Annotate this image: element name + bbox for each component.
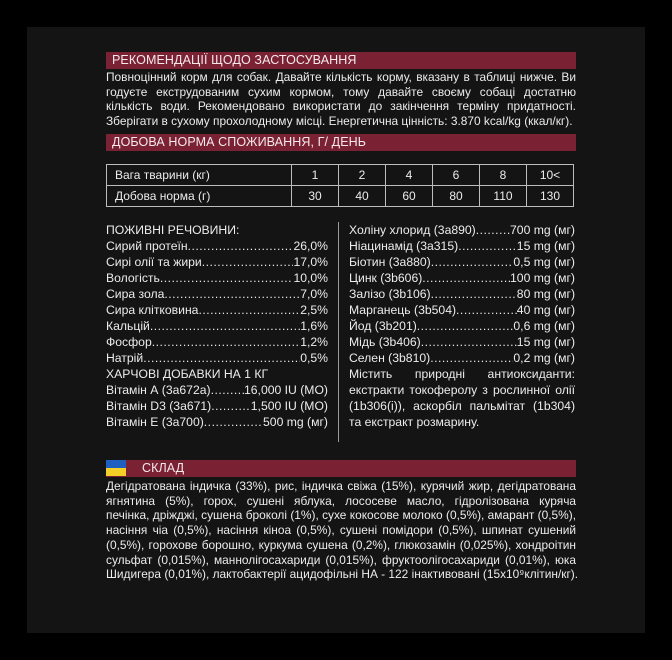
minerals-column (349, 222, 575, 430)
mineral-row (349, 222, 575, 238)
norm-cell: 130 (527, 186, 574, 207)
mineral-name: Йод (3b201) (349, 319, 417, 333)
mineral-name: Селен (3b810) (349, 351, 431, 365)
nutrient-value: 26,0% (293, 239, 328, 253)
weight-label: Вага тварини (кг) (107, 165, 292, 186)
nutrient-name: Сирі олії та жири (106, 255, 202, 269)
additive-value: 1,500 IU (MO) (250, 399, 328, 413)
mineral-name: Мідь (3b406) (349, 335, 421, 349)
nutrients-column (106, 222, 328, 430)
mineral-value: 0,2 mg (мг) (513, 351, 575, 365)
mineral-name: Залізо (3b106) (349, 287, 431, 301)
nutrient-name: Натрій (106, 351, 144, 365)
recommend-line: кількість води. Рекомендовано використати до закінчення терміну придатності. (106, 99, 576, 114)
nutrient-value: 17,0% (293, 255, 328, 269)
weight-row (107, 165, 574, 186)
composition-line: сульфат (0,015%), маннолігосахариди (0,015%), фруктоолігосахариди (0,01%), юка (106, 552, 576, 567)
nutrient-value: 7,0% (300, 287, 328, 301)
nutrient-row (106, 334, 328, 350)
daily-norm-header: ДОБОВА НОРМА СПОЖИВАННЯ, Г/ ДЕНЬ (106, 134, 576, 151)
nutrients-title: ПОЖИВНІ РЕЧОВИНИ: (106, 223, 240, 237)
mineral-value: 15 mg (мг) (516, 239, 575, 253)
ukraine-flag-icon (106, 460, 126, 476)
nutrient-value: 10,0% (293, 271, 328, 285)
nutrient-name: Вологість (106, 271, 160, 285)
composition-header: СКЛАД (106, 460, 576, 477)
nutrient-row (106, 318, 328, 334)
mineral-row (349, 318, 575, 334)
weight-cell: 4 (386, 165, 433, 186)
mineral-row (349, 238, 575, 254)
nutrient-name: Фосфор (106, 335, 152, 349)
mineral-name: Ніацинамід (3а315) (349, 239, 459, 253)
nutrient-row (106, 302, 328, 318)
composition-line: ягнятина (5%), горох, сушені яблука, лососеве масло, гідролізована куряча (106, 493, 576, 508)
mineral-row (349, 286, 575, 302)
mineral-value: 15 mg (мг) (516, 335, 575, 349)
mineral-name: Біотин (3а880) (349, 255, 431, 269)
weight-cell: 2 (339, 165, 386, 186)
nutrient-name: Сира клітковина (106, 303, 199, 317)
mineral-row (349, 334, 575, 350)
additives-title: ХАРЧОВІ ДОБАВКИ НА 1 КГ (106, 367, 269, 381)
mineral-row (349, 270, 575, 286)
additive-row (106, 414, 328, 430)
mineral-value: 80 mg (мг) (516, 287, 575, 301)
weight-cell: 1 (292, 165, 339, 186)
daily-norm-table (106, 164, 574, 207)
additive-name: Вітамін D3 (3а671) (106, 399, 212, 413)
recommend-line: Повноцінний корм для собак. Давайте кількість корму, вказану в таблиці нижче. Ви (106, 70, 576, 84)
recommend-line: Зберігати в сухому прохолодному місці. Енергетична цінність: 3.870 kcal/kg (ккал/кг). (106, 114, 573, 129)
recommend-line: годуєте екструдованим сухим кормом, тому давайте своєму собаці достатню (106, 84, 576, 99)
weight-cell: 8 (480, 165, 527, 186)
additive-name: Вітамін А (3а672а) (106, 383, 211, 397)
weight-cell: 10< (527, 165, 574, 186)
composition-text (106, 479, 579, 582)
mineral-value: 100 mg (мг) (510, 271, 575, 285)
mineral-name: Холіну хлорид (3а890) (349, 223, 476, 237)
composition-line: насіння чіа (0,5%), насіння кіноа (0,5%), сушені помідори (0,5%), шпинат сушений (106, 523, 576, 538)
norm-cell: 40 (339, 186, 386, 207)
mineral-name: Цинк (3b606) (349, 271, 423, 285)
composition-line: печінка, дріжджі, сушена броколі (1%), сухе кокосове молоко (0,5%), амарант (0,5%), (106, 508, 576, 523)
composition-line: Шидигера (0,01%), лактобактерії ацидофільні НА - 122 інактивовані (15х10⁹клітин/кг). (106, 567, 579, 582)
nutrient-row (106, 350, 328, 366)
mineral-value: 700 mg (мг) (510, 223, 575, 237)
nutrient-row (106, 254, 328, 270)
additive-row (106, 382, 328, 398)
recommend-text (106, 70, 576, 129)
additive-row (106, 398, 328, 414)
nutrient-name: Сирий протеїн (106, 239, 188, 253)
norm-cell: 80 (433, 186, 480, 207)
norm-cell: 60 (386, 186, 433, 207)
norm-cell: 30 (292, 186, 339, 207)
nutrient-value: 0,5% (300, 351, 328, 365)
mineral-name: Марганець (3b504) (349, 303, 457, 317)
recommend-header: РЕКОМЕНДАЦІЇ ЩОДО ЗАСТОСУВАННЯ (106, 52, 576, 69)
nutrient-value: 2,5% (300, 303, 328, 317)
additive-name: Вітамін Е (3а700) (106, 415, 204, 429)
additive-value: 500 mg (мг) (263, 415, 328, 429)
nutrient-value: 1,6% (300, 319, 328, 333)
nutrient-row (106, 238, 328, 254)
weight-cell: 6 (433, 165, 480, 186)
nutrient-row (106, 286, 328, 302)
norm-row (107, 186, 574, 207)
additive-value: 16,000 IU (MO) (244, 383, 328, 397)
nutrient-name: Кальцій (106, 319, 150, 333)
mineral-row (349, 254, 575, 270)
mineral-row (349, 302, 575, 318)
norm-cell: 110 (480, 186, 527, 207)
mineral-value: 0,6 mg (мг) (513, 319, 575, 333)
mineral-row (349, 350, 575, 366)
column-divider (338, 222, 339, 442)
norm-label: Добова норма (г) (107, 186, 292, 207)
nutrient-row (106, 270, 328, 286)
composition-line: Дегідратована індичка (33%), рис, індичка свіжа (15%), курячий жир, дегідратована (106, 479, 576, 493)
nutrient-name: Сира зола (106, 287, 165, 301)
antioxidants-note: Містить природні антиоксиданти: екстракти токоферолу з рослинної олії (1b306(i)), аскорбіл пальмітат (1b304) та екстракт розмарину. (349, 367, 575, 429)
mineral-value: 40 mg (мг) (516, 303, 575, 317)
mineral-value: 0,5 mg (мг) (513, 255, 575, 269)
composition-line: (0,5%), горохове борошно, куркума сушена (0,2%), глюкозамін (0,025%), хондроітин (106, 537, 576, 552)
nutrient-value: 1,2% (300, 335, 328, 349)
